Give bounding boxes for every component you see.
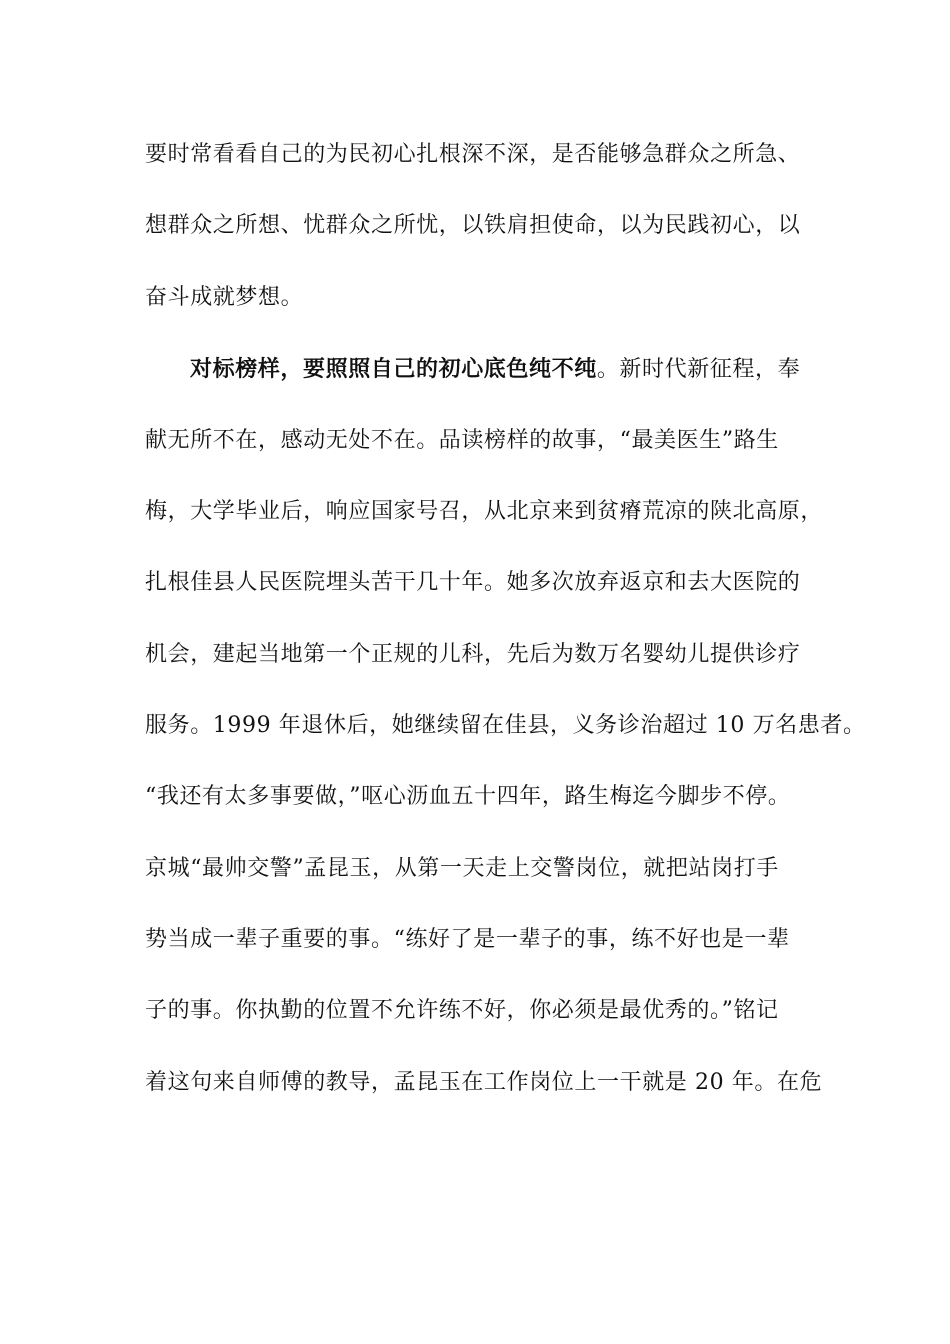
paragraph-heading: 对标榜样，要照照自己的初心底色纯不纯 — [190, 356, 597, 382]
text-line: 京城“最帅交警”孟昆玉，从第一天走上交警岗位，就把站岗打手 — [145, 856, 779, 881]
text-line: “我还有太多事要做，”呕心沥血五十四年，路生梅迄今脚步不停。 — [145, 784, 791, 809]
text-line: 要时常看看自己的为民初心扎根深不深，是否能够急群众之所急、 — [145, 142, 801, 167]
text-line: 奋斗成就梦想。 — [145, 285, 304, 310]
text-line: 势当成一辈子重要的事。“练好了是一辈子的事，练不好也是一辈 — [145, 927, 790, 952]
paragraph-first-line — [190, 352, 870, 386]
text-line: 梅，大学毕业后，响应国家号召，从北京来到贫瘠荒凉的陕北高原， — [145, 499, 824, 524]
text-span: 。新时代新征程，奉 — [596, 357, 801, 382]
text-line: 想群众之所想、忧群众之所忧，以铁肩担使命，以为民践初心，以 — [145, 213, 801, 238]
text-line: 着这句来自师傅的教导，孟昆玉在工作岗位上一干就是 20 年。在危 — [145, 1070, 823, 1095]
text-line: 机会，建起当地第一个正规的儿科，先后为数万名婴幼儿提供诊疗 — [145, 642, 801, 667]
text-line: 服务。1999 年退休后，她继续留在佳县，义务诊治超过 10 万名患者。 — [145, 713, 866, 738]
text-line: 献无所不在，感动无处不在。品读榜样的故事，“最美医生”路生 — [145, 428, 779, 453]
text-line: 扎根佳县人民医院埋头苦干几十年。她多次放弃返京和去大医院的 — [145, 570, 801, 595]
text-line: 子的事。你执勤的位置不允许练不好，你必须是最优秀的。”铭记 — [145, 998, 779, 1023]
